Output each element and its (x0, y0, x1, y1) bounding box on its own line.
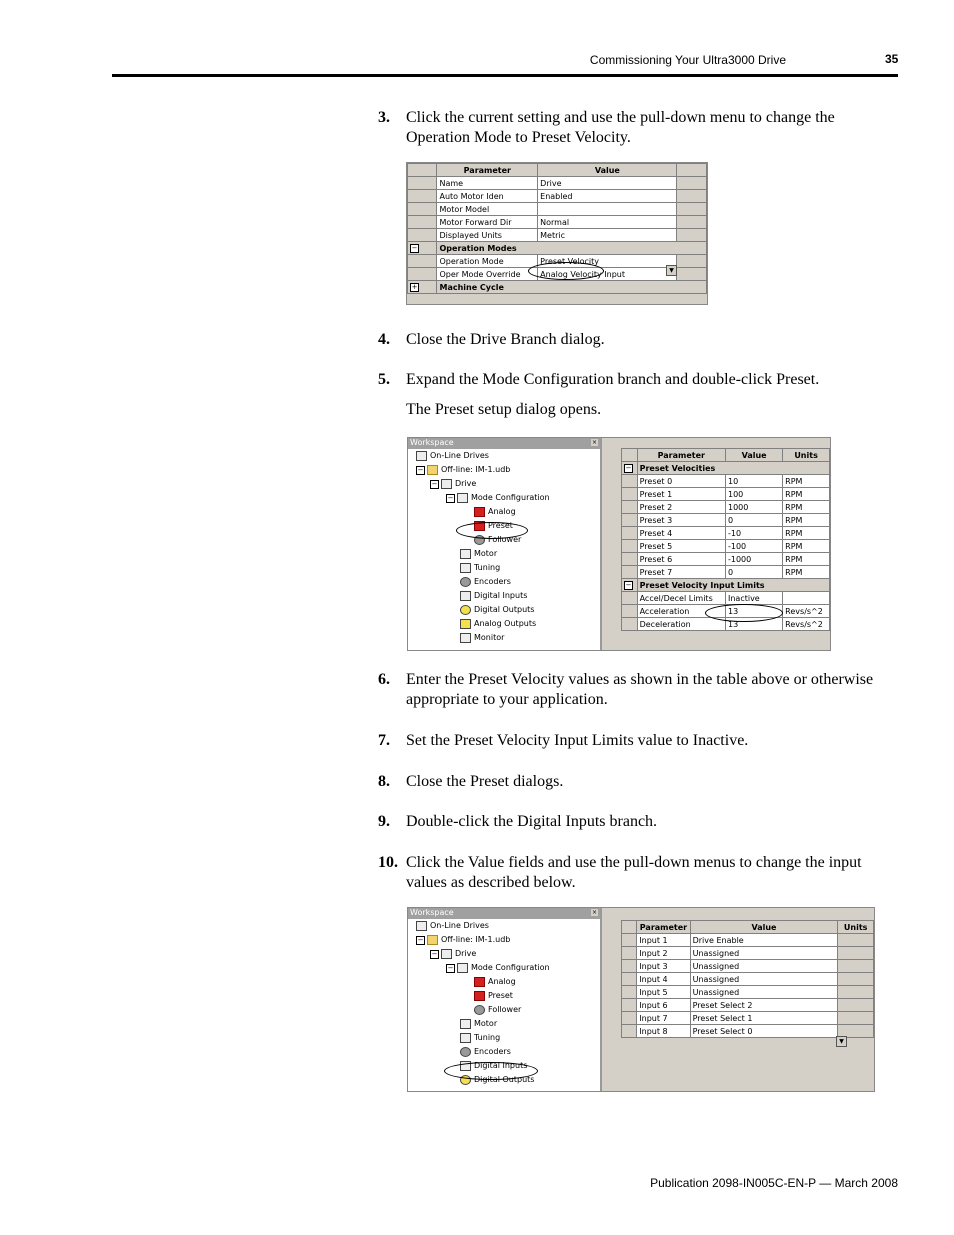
param-name[interactable]: Operation Mode (437, 255, 538, 268)
col-parameter: Parameter (637, 921, 690, 934)
col-parameter: Parameter (437, 164, 538, 177)
param-value[interactable]: Drive (538, 177, 677, 190)
highlight-circle (444, 1062, 538, 1080)
step-number: 10. (378, 854, 398, 871)
tree-item-analog[interactable] (474, 975, 516, 989)
page-number: 35 (885, 52, 899, 66)
group-row (622, 462, 830, 475)
follower-icon (474, 1005, 485, 1015)
tree-item-online-drives[interactable] (416, 449, 489, 463)
table-row (622, 947, 874, 960)
tuning-icon (460, 563, 471, 573)
tree-item-encoders[interactable] (460, 1045, 511, 1059)
running-header (0, 52, 954, 74)
encoders-icon (460, 1047, 471, 1057)
grid-corner (622, 921, 637, 934)
highlight-circle (705, 604, 783, 622)
table-row (622, 999, 874, 1012)
param-name[interactable]: Preset 7 (637, 566, 725, 579)
dropdown-arrow-icon[interactable]: ▼ (666, 265, 677, 276)
param-value[interactable]: Preset Select 1 (690, 1012, 838, 1025)
tree-item-label: Digital Outputs (474, 1075, 535, 1084)
tree-item-label: Analog Outputs (474, 619, 537, 628)
tree-item-label: Mode Configuration (471, 963, 550, 972)
collapse-icon[interactable]: − (431, 480, 438, 488)
close-icon[interactable]: × (591, 909, 598, 916)
param-units: RPM (783, 527, 830, 540)
tree-item-analog-outputs[interactable] (460, 617, 536, 631)
param-value[interactable]: Enabled (538, 190, 677, 203)
mode-configuration-icon (457, 963, 468, 973)
step-10 (378, 853, 898, 893)
drive-icon (441, 479, 452, 489)
digital-inputs-screenshot (407, 907, 875, 1092)
step-number: 9. (378, 813, 390, 830)
collapse-icon[interactable]: − (431, 950, 438, 958)
group-label: Machine Cycle (437, 281, 707, 294)
table-row (622, 514, 830, 527)
collapse-icon[interactable]: − (411, 244, 418, 252)
col-units: Units (783, 449, 830, 462)
param-value[interactable]: 100 (725, 488, 782, 501)
tree-item-monitor[interactable] (460, 631, 504, 645)
expand-icon[interactable]: + (411, 283, 418, 291)
param-units: RPM (783, 566, 830, 579)
table-row (622, 540, 830, 553)
tree-item-label: Digital Inputs (474, 1061, 528, 1070)
folder-icon (427, 465, 438, 475)
col-units: Units (838, 921, 874, 934)
param-units: Revs/s^2 (783, 618, 830, 631)
step-text: Double-click the Digital Inputs branch. (406, 813, 658, 830)
tree-item-label: Off-line: IM-1.udb (441, 465, 511, 474)
tree-item-label: Preset (488, 991, 513, 1000)
group-row (622, 579, 830, 592)
table-row (622, 986, 874, 999)
table-row (622, 592, 830, 605)
dropdown-arrow-icon[interactable]: ▼ (836, 1036, 847, 1047)
collapse-icon[interactable]: − (447, 964, 454, 972)
tree-item-offline-file[interactable] (416, 463, 510, 477)
tree-item-digital-inputs[interactable] (460, 589, 527, 603)
grid-corner (408, 164, 437, 177)
param-value[interactable]: Unassigned (690, 986, 838, 999)
running-header-title: Commissioning Your Ultra3000 Drive (589, 53, 786, 67)
tree-item-label: Mode Configuration (471, 493, 550, 502)
tree-item-motor[interactable] (460, 547, 497, 561)
step-number: 7. (378, 732, 390, 749)
tuning-icon (460, 1033, 471, 1043)
tree-item-label: On-Line Drives (430, 921, 489, 930)
param-name[interactable]: Acceleration (637, 605, 725, 618)
header-rule (112, 74, 898, 77)
tree-item-follower[interactable] (474, 1003, 521, 1017)
preset-grid (621, 448, 830, 631)
param-name[interactable]: Deceleration (637, 618, 725, 631)
encoders-icon (460, 577, 471, 587)
table-row (622, 475, 830, 488)
param-value[interactable]: 13 (725, 618, 782, 631)
param-name[interactable]: Preset 5 (637, 540, 725, 553)
tree-item-label: Follower (488, 1005, 522, 1014)
input-8-select[interactable] (690, 1025, 838, 1038)
param-name[interactable]: Preset 1 (637, 488, 725, 501)
param-name[interactable]: Input 1 (637, 934, 690, 947)
param-value[interactable]: 1000 (725, 501, 782, 514)
digital-inputs-grid (621, 920, 874, 1038)
workspace-title-bar (408, 908, 600, 919)
tree-item-label: Monitor (474, 633, 505, 642)
tree-item-label: Encoders (474, 577, 511, 586)
param-value[interactable]: 13 (725, 605, 782, 618)
tree-item-label: On-Line Drives (430, 451, 489, 460)
param-value[interactable]: Analog Velocity Input (538, 268, 677, 281)
param-name[interactable]: Preset 6 (637, 553, 725, 566)
step-3 (378, 108, 898, 148)
param-name[interactable]: Input 7 (637, 1012, 690, 1025)
param-name[interactable]: Input 4 (637, 973, 690, 986)
param-name[interactable]: Preset 3 (637, 514, 725, 527)
param-units: RPM (783, 501, 830, 514)
param-value[interactable]: -100 (725, 540, 782, 553)
table-row (408, 190, 707, 203)
tree-item-label: Motor (474, 549, 498, 558)
param-name[interactable]: Oper Mode Override (437, 268, 538, 281)
step-text: Enter the Preset Velocity values as shown in the table above or otherwise appropriate to your application. (406, 671, 874, 708)
tree-item-motor[interactable] (460, 1017, 497, 1031)
tree-item-analog[interactable] (474, 505, 516, 519)
step-number: 5. (378, 371, 390, 388)
table-row (622, 527, 830, 540)
analog-icon (474, 977, 485, 987)
table-row (622, 501, 830, 514)
table-row (622, 566, 830, 579)
param-name[interactable]: Preset 4 (637, 527, 725, 540)
grid-corner (622, 449, 638, 462)
tree-item-label: Tuning (474, 563, 501, 572)
param-name[interactable]: Input 6 (637, 999, 690, 1012)
motor-icon (460, 1019, 471, 1029)
step-6 (378, 670, 898, 710)
param-value: Preset Velocity (540, 256, 600, 266)
tree-item-label: Motor (474, 1019, 498, 1028)
step-text: Set the Preset Velocity Input Limits value to Inactive. (406, 732, 749, 749)
param-name[interactable]: Name (437, 177, 538, 190)
param-value[interactable]: 0 (725, 566, 782, 579)
tree-item-preset[interactable] (474, 989, 513, 1003)
step-text: Close the Drive Branch dialog. (406, 331, 605, 348)
step-number: 4. (378, 331, 390, 348)
param-value[interactable] (538, 203, 677, 216)
param-value[interactable]: Unassigned (690, 960, 838, 973)
param-units: Revs/s^2 (783, 605, 830, 618)
step-text: Expand the Mode Configuration branch and double-click Preset. (406, 371, 820, 388)
online-drives-icon (416, 921, 427, 931)
table-row (622, 934, 874, 947)
param-units: RPM (783, 488, 830, 501)
tree-item-label: Encoders (474, 1047, 511, 1056)
tree-item-label: Off-line: IM-1.udb (441, 935, 511, 944)
param-name[interactable]: Displayed Units (437, 229, 538, 242)
col-parameter: Parameter (637, 449, 725, 462)
param-value[interactable]: 10 (725, 475, 782, 488)
param-name[interactable]: Motor Model (437, 203, 538, 216)
step-9 (378, 812, 898, 832)
group-row (408, 242, 707, 255)
table-row (622, 973, 874, 986)
step-5-result: The Preset setup dialog opens. (406, 401, 602, 418)
param-value[interactable]: Drive Enable (690, 934, 838, 947)
step-text: Click the Value fields and use the pull-down menus to change the input values as described below. (406, 854, 862, 891)
param-units: RPM (783, 553, 830, 566)
tree-item-mode-configuration[interactable] (446, 961, 550, 975)
param-value[interactable]: 0 (725, 514, 782, 527)
param-value[interactable]: Inactive (725, 592, 782, 605)
step-7 (378, 731, 898, 751)
tree-item-digital-outputs[interactable] (460, 603, 534, 617)
param-name[interactable]: Input 3 (637, 960, 690, 973)
tree-item-offline-file[interactable] (416, 933, 510, 947)
workspace-title: Workspace (410, 908, 454, 917)
digital-outputs-icon (460, 605, 471, 615)
publication-footer: Publication 2098-IN005C-EN-P — March 2008 (650, 1176, 898, 1190)
param-value[interactable]: Preset Select 2 (690, 999, 838, 1012)
param-name[interactable]: Auto Motor Iden (437, 190, 538, 203)
collapse-icon[interactable]: − (447, 494, 454, 502)
param-name[interactable]: Accel/Decel Limits (637, 592, 725, 605)
tree-item-label: Preset (488, 521, 513, 530)
step-4 (378, 330, 898, 350)
step-text: Click the current setting and use the pull-down menu to change the Operation Mode to Preset Velocity. (406, 109, 835, 146)
online-drives-icon (416, 451, 427, 461)
param-value[interactable]: -1000 (725, 553, 782, 566)
mode-configuration-icon (457, 493, 468, 503)
tree-item-label: Digital Inputs (474, 591, 528, 600)
col-value: Value (538, 164, 677, 177)
collapse-icon[interactable]: − (417, 466, 424, 474)
param-units: RPM (783, 514, 830, 527)
motor-icon (460, 549, 471, 559)
tree-item-label: Tuning (474, 1033, 501, 1042)
analog-icon (474, 507, 485, 517)
workspace-panel (408, 438, 602, 650)
tree-item-label: Drive (455, 949, 477, 958)
tree-item-tuning[interactable] (460, 561, 500, 575)
param-value[interactable]: Metric (538, 229, 677, 242)
group-row (408, 281, 707, 294)
monitor-icon (460, 633, 471, 643)
workspace-panel (408, 908, 602, 1091)
analog-outputs-icon (460, 619, 471, 629)
step-5 (378, 370, 898, 390)
table-row (622, 960, 874, 973)
param-value: Preset Select 0 (692, 1026, 753, 1036)
tree-item-label: Analog (488, 977, 516, 986)
grid-filler (677, 164, 707, 177)
close-icon[interactable]: × (591, 439, 598, 446)
group-label: Preset Velocities (637, 462, 829, 475)
param-name[interactable]: Input 2 (637, 947, 690, 960)
tree-item-encoders[interactable] (460, 575, 511, 589)
tree-item-label: Digital Outputs (474, 605, 535, 614)
param-value[interactable]: -10 (725, 527, 782, 540)
preset-icon (474, 991, 485, 1001)
table-row (408, 229, 707, 242)
highlight-circle (528, 262, 604, 280)
param-units (783, 592, 830, 605)
table-row (622, 488, 830, 501)
step-number: 8. (378, 773, 390, 790)
folder-icon (427, 935, 438, 945)
param-name[interactable]: Input 8 (637, 1025, 690, 1038)
col-value: Value (725, 449, 782, 462)
table-row (408, 177, 707, 190)
collapse-icon[interactable]: − (625, 464, 632, 472)
param-units: RPM (783, 540, 830, 553)
tree-item-drive[interactable] (430, 947, 476, 961)
param-name[interactable]: Preset 2 (637, 501, 725, 514)
tree-item-label: Follower (488, 535, 522, 544)
collapse-icon[interactable]: − (417, 936, 424, 944)
digital-inputs-icon (460, 591, 471, 601)
tree-item-tuning[interactable] (460, 1031, 500, 1045)
tree-item-mode-configuration[interactable] (446, 491, 550, 505)
tree-item-label: Analog (488, 507, 516, 516)
step-number: 6. (378, 671, 390, 688)
group-label: Preset Velocity Input Limits (637, 579, 829, 592)
table-row (408, 216, 707, 229)
collapse-icon[interactable]: − (625, 581, 632, 589)
param-name[interactable]: Input 5 (637, 986, 690, 999)
tree-item-drive[interactable] (430, 477, 476, 491)
step-8 (378, 772, 898, 792)
param-value[interactable]: Unassigned (690, 947, 838, 960)
table-row (408, 203, 707, 216)
param-value[interactable]: Normal (538, 216, 677, 229)
tree-item-label: Drive (455, 479, 477, 488)
group-label: Operation Modes (437, 242, 707, 255)
param-units: RPM (783, 475, 830, 488)
param-name[interactable]: Motor Forward Dir (437, 216, 538, 229)
param-name[interactable]: Preset 0 (637, 475, 725, 488)
drive-parameters-screenshot (406, 162, 708, 305)
step-text: Close the Preset dialogs. (406, 773, 564, 790)
tree-item-online-drives[interactable] (416, 919, 489, 933)
step-number: 3. (378, 109, 390, 126)
workspace-title: Workspace (410, 438, 454, 447)
table-row (622, 553, 830, 566)
drive-icon (441, 949, 452, 959)
highlight-circle (456, 522, 528, 539)
workspace-title-bar (408, 438, 600, 449)
param-value[interactable]: Unassigned (690, 973, 838, 986)
table-row (622, 1012, 874, 1025)
col-value: Value (690, 921, 838, 934)
preset-setup-screenshot (407, 437, 831, 651)
